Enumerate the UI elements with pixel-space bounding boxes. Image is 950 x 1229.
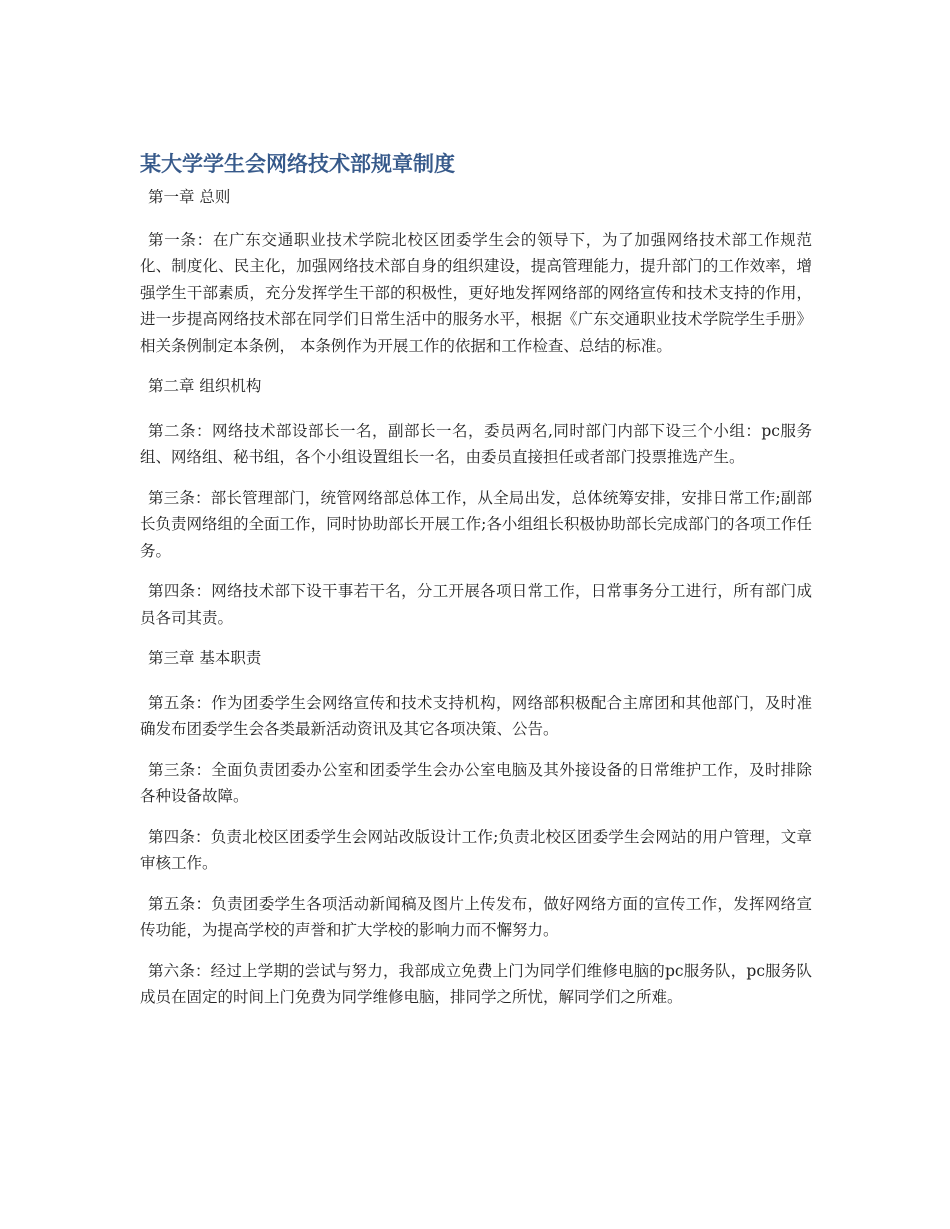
article-paragraph: 第四条：网络技术部下设干事若干名，分工开展各项日常工作，日常事务分工进行，所有部门成员各司其责。 (140, 582, 812, 627)
document-title: 某大学学生会网络技术部规章制度 (140, 152, 455, 176)
chapter-heading: 第一章 总则 (148, 188, 231, 206)
article-paragraph: 第一条：在广东交通职业技术学院北校区团委学生会的领导下，为了加强网络技术部工作规范化、制度化、民主化，加强网络技术部自身的组织建设，提高管理能力，提升部门的工作效率，增强学生干部素质，充分发挥学生干部的积极性，更好地发挥网络部的网络宣传和技术支持的作用，进一步提高网络技术部在同学们日常生活中的服务水平，根据《广东交通职业技术学院学生手册》相关条例制定本条例， 本条例作为开展工作的依据和工作检查、总结的标准。 (140, 230, 812, 355)
chapter-heading: 第三章 基本职责 (148, 649, 262, 667)
article-paragraph: 第四条：负责北校区团委学生会网站改版设计工作;负责北校区团委学生会网站的用户管理，文章审核工作。 (140, 827, 812, 872)
article-paragraph: 第五条：负责团委学生各项活动新闻稿及图片上传发布，做好网络方面的宣传工作，发挥网络宣传功能，为提高学校的声誉和扩大学校的影响力而不懈努力。 (140, 894, 812, 939)
chapter-heading: 第二章 组织机构 (148, 377, 262, 395)
article-paragraph: 第三条：全面负责团委办公室和团委学生会办公室电脑及其外接设备的日常维护工作，及时排除各种设备故障。 (140, 760, 812, 805)
document-page (140, 148, 812, 1025)
article-paragraph: 第二条：网络技术部设部长一名，副部长一名，委员两名,同时部门内部下设三个小组：pc服务组、网络组、秘书组，各个小组设置组长一名，由委员直接担任或者部门投票推选产生。 (140, 421, 812, 466)
article-paragraph: 第三条：部长管理部门，统管网络部总体工作，从全局出发，总体统筹安排，安排日常工作;副部长负责网络组的全面工作，同时协助部长开展工作;各小组组长积极协助部长完成部门的各项工作任务。 (140, 488, 812, 560)
article-paragraph: 第五条：作为团委学生会网络宣传和技术支持机构，网络部积极配合主席团和其他部门，及时准确发布团委学生会各类最新活动资讯及其它各项决策、公告。 (140, 693, 812, 738)
article-paragraph: 第六条：经过上学期的尝试与努力，我部成立免费上门为同学们维修电脑的pc服务队，pc服务队成员在固定的时间上门免费为同学维修电脑，排同学之所忧，解同学们之所难。 (140, 961, 812, 1006)
